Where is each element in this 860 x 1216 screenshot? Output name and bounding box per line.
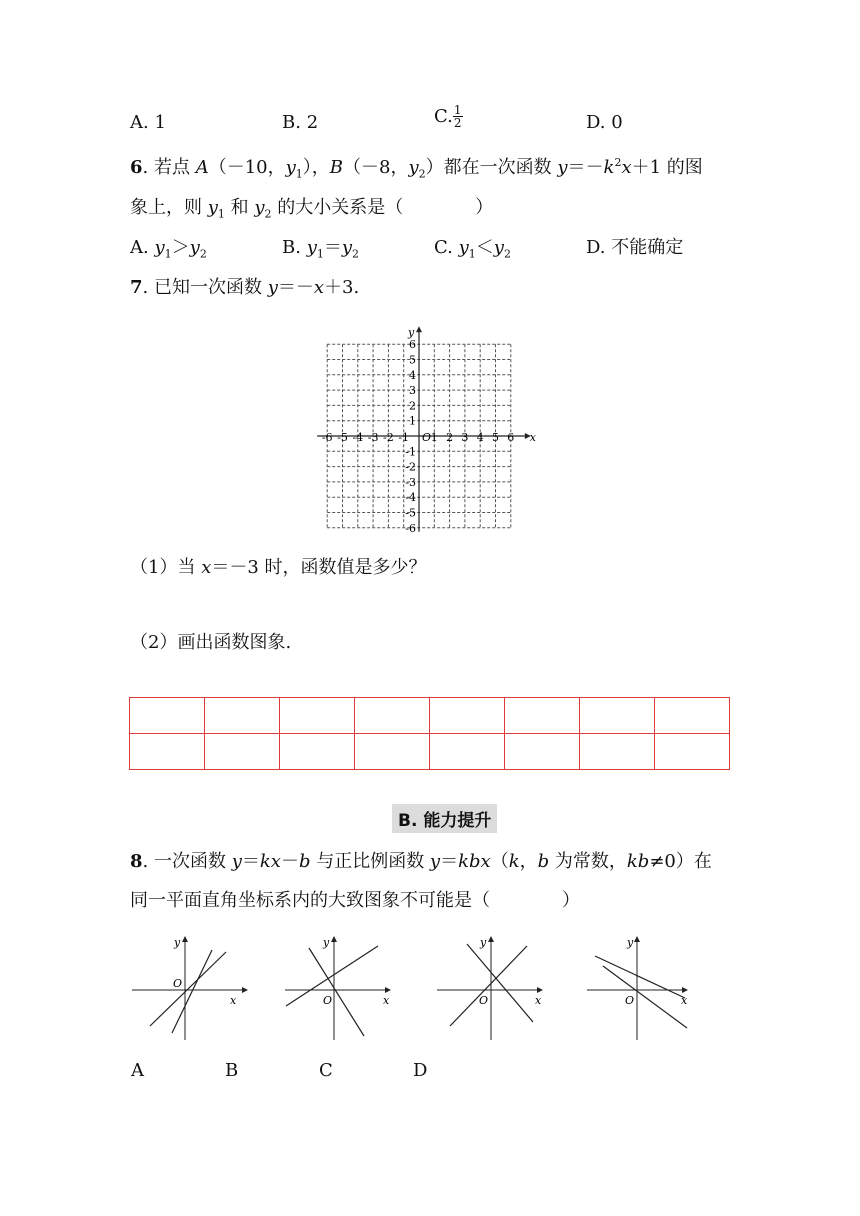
q8-stem-line2: 同一平面直角坐标系内的大致图象不可能是（ ） — [130, 890, 580, 911]
graph-line — [450, 946, 527, 1026]
x-axis-label: x — [681, 994, 688, 1007]
y-tick-label: -2 — [405, 460, 416, 474]
y-axis-label: y — [480, 936, 487, 949]
table-cell[interactable] — [655, 734, 730, 770]
y-tick-label: -3 — [405, 475, 416, 489]
graph-line — [172, 950, 212, 1033]
q8-stem-line1: 8. 一次函数 y＝kx－b 与正比例函数 y＝kbx（k，b 为常数，kb≠0）在 — [130, 851, 712, 872]
y-tick-label: 2 — [409, 399, 416, 413]
y-axis-arrow-icon — [634, 936, 640, 942]
y-tick-label: 6 — [409, 338, 416, 352]
table-cell[interactable] — [280, 698, 355, 734]
table-cell[interactable] — [655, 698, 730, 734]
x-axis-arrow-icon — [242, 987, 248, 993]
q7-sub1: （1）当 x＝－3 时，函数值是多少？ — [130, 557, 427, 578]
x-axis-arrow-icon — [682, 987, 688, 993]
y-axis-arrow-icon — [182, 936, 188, 942]
y-tick-label: -5 — [405, 506, 416, 520]
y-axis-label: y — [323, 936, 330, 949]
graph-d — [585, 930, 705, 1045]
q5-option-b: B. 2 — [282, 112, 319, 133]
x-tick-label: 6 — [507, 431, 515, 444]
table-cell[interactable] — [280, 734, 355, 770]
graph-label-d: D — [413, 1060, 428, 1081]
value-table — [129, 697, 730, 770]
table-cell[interactable] — [505, 698, 580, 734]
table-cell[interactable] — [130, 734, 205, 770]
table-cell[interactable] — [355, 698, 430, 734]
x-tick-label: -5 — [337, 431, 348, 444]
x-tick-label: -6 — [321, 431, 333, 444]
x-axis-label: x — [529, 431, 537, 444]
q6-option-d: D. 不能确定 — [586, 237, 684, 258]
table-row — [130, 734, 730, 770]
y-axis-label: y — [174, 936, 181, 949]
q6-option-c: C. $y_1<y_2$ — [434, 237, 511, 261]
x-tick-label: -3 — [367, 431, 379, 444]
x-tick-label: -2 — [383, 431, 394, 444]
graph-b — [283, 930, 403, 1045]
origin-label: O — [625, 994, 635, 1007]
x-tick-label: 4 — [476, 431, 484, 444]
x-tick-label: 3 — [461, 431, 469, 444]
table-cell[interactable] — [430, 698, 505, 734]
graph-a — [130, 930, 250, 1045]
table-cell[interactable] — [580, 698, 655, 734]
table-row — [130, 698, 730, 734]
graph-label-a: A — [131, 1060, 144, 1081]
x-tick-label: -1 — [398, 431, 410, 444]
grid-axes — [317, 326, 531, 532]
q5-option-a: A. 1 — [130, 112, 166, 133]
graph-c — [435, 930, 555, 1045]
y-axis-arrow-icon — [488, 936, 494, 942]
origin-label: O — [173, 977, 183, 990]
y-tick-label: 1 — [409, 414, 416, 428]
table-cell[interactable] — [205, 734, 280, 770]
table-cell[interactable] — [355, 734, 430, 770]
origin-label: O — [323, 994, 333, 1007]
q6-option-a: A. $y_1>y_2$ — [130, 237, 207, 261]
x-axis-arrow-icon — [537, 987, 543, 993]
x-tick-label: -4 — [352, 431, 364, 444]
x-axis-label: x — [383, 994, 390, 1007]
y-axis-arrow-icon — [416, 326, 422, 332]
x-axis-label: x — [535, 994, 542, 1007]
y-axis-arrow-icon — [331, 936, 337, 942]
q6-option-b: B. $y_1=y_2$ — [282, 237, 360, 261]
y-tick-label: -6 — [405, 521, 416, 535]
y-tick-label: 5 — [409, 353, 416, 367]
section-title: B. 能力提升 — [392, 804, 497, 833]
graph-line — [595, 956, 685, 998]
y-axis-label: y — [408, 326, 415, 340]
x-axis-label: x — [230, 994, 237, 1007]
table-cell[interactable] — [580, 734, 655, 770]
origin-label: O — [479, 994, 489, 1007]
x-tick-label: 1 — [430, 431, 438, 444]
graph-line — [603, 966, 687, 1028]
x-tick-label: 5 — [492, 431, 499, 444]
y-tick-label: 4 — [409, 368, 416, 382]
coordinate-grid — [310, 310, 550, 535]
graph-line — [150, 952, 226, 1026]
table-cell[interactable] — [505, 734, 580, 770]
q5-option-d: D. 0 — [586, 112, 623, 133]
x-tick-label: 2 — [446, 431, 454, 444]
q6-stem-line1: 6. 若点 A（－10，$y_1$），B（－8，$y_2$）都在一次函数 $y=-k^2x+1$ 的图 — [130, 156, 703, 181]
table-cell[interactable] — [430, 734, 505, 770]
graph-label-b: B — [225, 1060, 239, 1081]
graph-label-c: C — [319, 1060, 333, 1081]
y-tick-label: -1 — [405, 445, 416, 459]
table-cell[interactable] — [205, 698, 280, 734]
q7-stem: 7. 已知一次函数 y＝－x＋3. — [130, 277, 360, 298]
y-tick-label: -4 — [405, 491, 416, 505]
y-tick-label: 3 — [409, 384, 416, 398]
origin-label: O — [422, 431, 432, 444]
y-axis-label: y — [627, 936, 634, 949]
q7-sub2: （2）画出函数图象. — [130, 632, 292, 653]
grid-labels — [322, 326, 537, 535]
graph-line — [467, 944, 533, 1022]
q6-stem-line2: 象上，则 $y_1$ 和 $y_2$ 的大小关系是（ ） — [130, 197, 494, 221]
fraction-one-half: $\frac{1}{2}$ — [453, 103, 462, 130]
table-cell[interactable] — [130, 698, 205, 734]
x-axis-arrow-icon — [385, 987, 391, 993]
q5-option-c: C. $\frac{1}{2}$ — [434, 103, 462, 130]
